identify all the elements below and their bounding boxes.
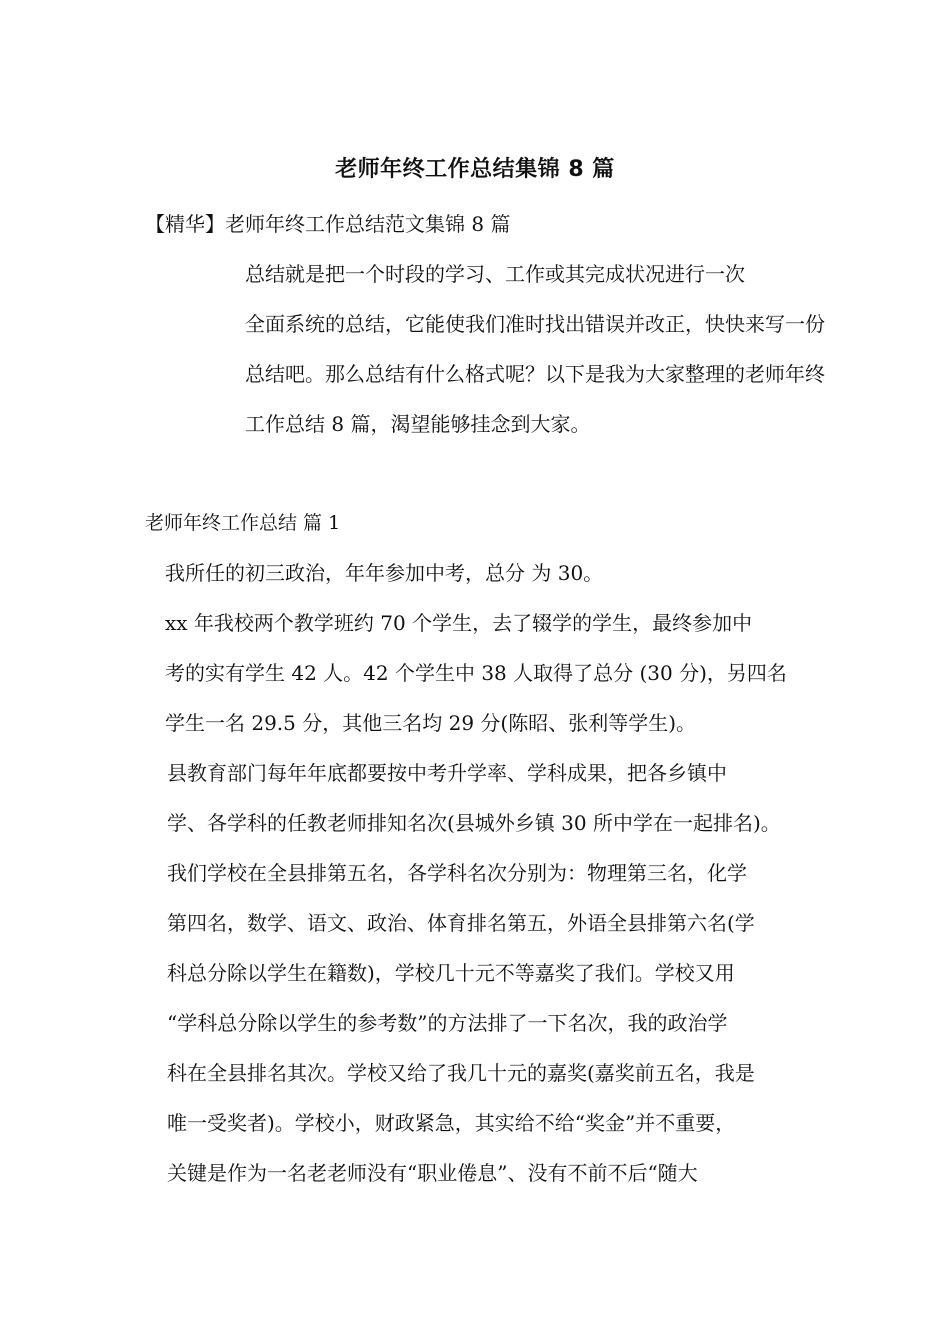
paragraph-1: 我所任的初三政治，年年参加中考，总分 为 30。	[165, 561, 604, 585]
paragraph-line: xx 年我校两个教学班约 70 个学生，去了辍学的学生，最终参加中	[165, 611, 753, 635]
paragraph-line: 学生一名 29.5 分，其他三名均 29 分(陈昭、张利等学生)。	[165, 711, 697, 735]
intro-line: 全面系统的总结，它能使我们准时找出错误并改正，快快来写一份	[245, 312, 825, 336]
intro-line: 总结吧。那么总结有什么格式呢？以下是我为大家整理的老师年终	[245, 362, 825, 386]
document-title: 老师年终工作总结集锦 8 篇	[335, 157, 615, 182]
paragraph-line: 第四名，数学、语文、政治、体育排名第五，外语全县排第六名(学	[167, 911, 755, 935]
paragraph-line: 我们学校在全县排第五名，各学科名次分别为：物理第三名，化学	[167, 861, 747, 885]
paragraph-line: 科总分除以学生在籍数)，学校几十元不等嘉奖了我们。学校又用	[167, 961, 735, 985]
paragraph-2	[145, 598, 815, 748]
paragraph-line: 唯一受奖者)。学校小，财政紧急，其实给不给“奖金”并不重要，	[167, 1111, 736, 1135]
section-heading: 老师年终工作总结 篇 1	[145, 512, 341, 534]
intro-paragraph	[145, 249, 825, 449]
paragraph-line: 学、各学科的任教老师排知名次(县城外乡镇 30 所中学在一起排名)。	[167, 811, 781, 835]
paragraph-line: 科在全县排名其次。学校又给了我几十元的嘉奖(嘉奖前五名，我是	[167, 1061, 755, 1085]
paragraph-3	[145, 748, 815, 1198]
intro-line: 总结就是把一个时段的学习、工作或其完成状况进行一次	[245, 262, 745, 286]
document-subtitle: 【精华】老师年终工作总结范文集锦 8 篇	[145, 212, 511, 236]
paragraph-line: 考的实有学生 42 人。42 个学生中 38 人取得了总分 (30 分)，另四名	[165, 661, 787, 685]
paragraph-line: 关键是作为一名老老师没有“职业倦息”、没有不前不后“随大	[167, 1161, 698, 1185]
intro-line: 工作总结 8 篇，渴望能够挂念到大家。	[245, 412, 591, 436]
paragraph-line: 县教育部门每年年底都要按中考升学率、学科成果，把各乡镇中	[167, 761, 727, 785]
paragraph-line: “学科总分除以学生的参考数”的方法排了一下名次，我的政治学	[167, 1011, 728, 1035]
